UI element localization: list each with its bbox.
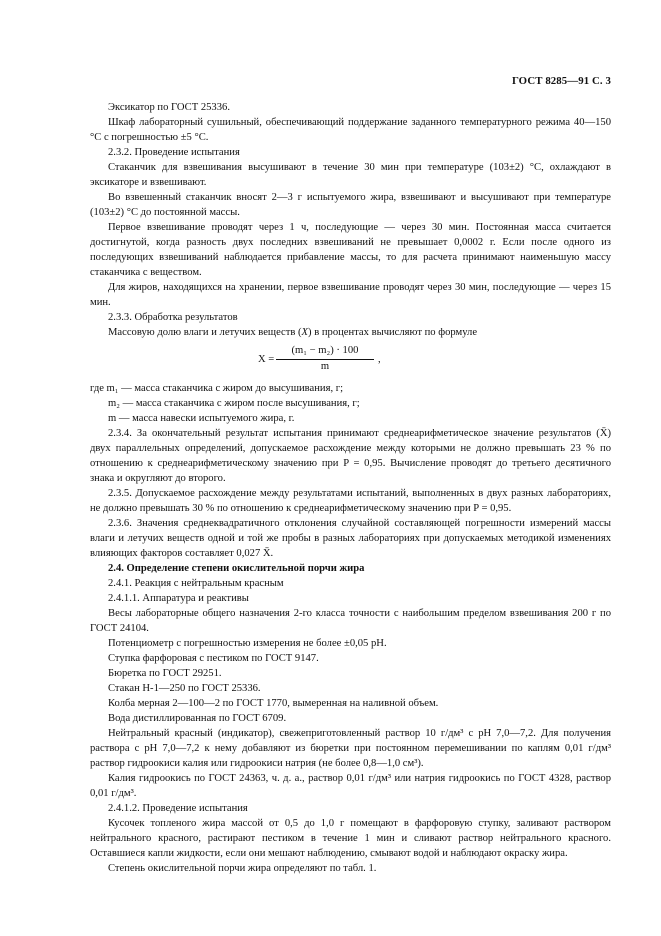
paragraph-test-procedure: Кусочек топленого жира массой от 0,5 до 1,0 г помещают в фарфоровую ступку, заливают раствором нейтрального красного, растирают пестиком в течение 1 мин и сливают раствор нейтрального красного. Оставшиеся капли жидкости, если они мешают наблюдению, смывают водой и наблюдают окраску жира. — [90, 818, 611, 859]
paragraph-stored-fats: Для жиров, находящихся на хранении, первое взвешивание проводят через 30 мин, последующие — через 15 мин. — [90, 282, 611, 308]
paragraph-formula-intro: Массовую долю влаги и летучих веществ (X) в процентах вычисляют по формуле — [108, 327, 478, 338]
paragraph-scales: Весы лабораторные общего назначения 2-го класса точности с наибольшим пределом взвешивания 200 г по ГОСТ 24104. — [90, 608, 611, 634]
formula-denominator: m — [320, 361, 330, 372]
variable-x: X — [301, 327, 309, 338]
where-m2: m₂ — масса стаканчика с жиром после высушивания, г; — [108, 398, 360, 409]
section-2-4-1-1-heading: 2.4.1.1. Аппаратура и реактивы — [108, 593, 249, 604]
where-m: m — масса навески испытуемого жира, г. — [108, 413, 295, 424]
formula-comma: , — [378, 354, 381, 365]
paragraph-hydroxide: Калия гидроокись по ГОСТ 24363, ч. д. а., раствор 0,01 г/дм³ или натрия гидроокись по ГОСТ 4328, раствор 0,01 г/дм³. — [90, 773, 611, 799]
paragraph-fat-sample: Во взвешенный стаканчик вносят 2—3 г испытуемого жира, взвешивают и высушивают при температуре (103±2) °С до постоянной массы. — [90, 192, 611, 218]
section-2-4-heading: 2.4. Определение степени окислительной порчи жира — [108, 563, 365, 574]
section-2-4-1-heading: 2.4.1. Реакция с нейтральным красным — [108, 578, 284, 589]
formula-fraction — [276, 344, 374, 374]
paragraph-beaker: Стакан Н-1—250 по ГОСТ 25336. — [108, 683, 261, 694]
formula-lhs: X = — [258, 354, 275, 365]
paragraph-drying-oven: Шкаф лабораторный сушильный, обеспечивающий поддержание заданного температурного режима 40—150 °С с погрешностью ±5 °С. — [90, 117, 611, 143]
section-2-3-2-heading: 2.3.2. Проведение испытания — [108, 147, 240, 158]
paragraph-weighing: Первое взвешивание проводят через 1 ч, последующие — через 30 мин. Постоянная масса считается достигнутой, когда разность двух последних взвешиваний не превышает 0,0002 г. Если после одного из последующих взвешиваний наблюдается прибавление массы, то для расчета принимают наименьшую массу стаканчика с веществом. — [90, 222, 611, 278]
section-2-3-6: 2.3.6. Значения среднеквадратичного отклонения случайной составляющей погрешности измерений массы влаги и летучих веществ одной и той же пробы в разных лабораториях при допускаемых методикой изменениях влияющих факторов составляет 0,027 X̄. — [90, 518, 611, 559]
paragraph-flask: Колба мерная 2—100—2 по ГОСТ 1770, вымеренная на наливной объем. — [108, 698, 439, 709]
paragraph-water: Вода дистиллированная по ГОСТ 6709. — [108, 713, 287, 724]
page-header: ГОСТ 8285—91 С. 3 — [511, 75, 611, 87]
where-m1: где m₁ — масса стаканчика с жиром до высушивания, г; — [90, 383, 344, 394]
paragraph-neutral-red: Нейтральный красный (индикатор), свежеприготовленный раствор 10 г/дм³ с pH 7,0—7,2. Для получения раствора с pH 7,0—7,2 к нему добавляют из бюретки при постоянном перемешивании по каплям 0,01 г/дм³ раствор гидроокиси калия или гидроокиси натрия (не более 0,8—1,0 см³). — [90, 728, 611, 769]
formula-numerator: (m₁ − m₂) · 100 — [276, 344, 374, 360]
section-2-3-3-heading: 2.3.3. Обработка результатов — [108, 312, 238, 323]
paragraph-desiccator: Эксикатор по ГОСТ 25336. — [108, 102, 230, 113]
section-2-4-1-2-heading: 2.4.1.2. Проведение испытания — [108, 803, 248, 814]
paragraph-mortar: Ступка фарфоровая с пестиком по ГОСТ 9147. — [108, 653, 319, 664]
paragraph-cup-drying: Стаканчик для взвешивания высушивают в течение 30 мин при температуре (103±2) °С, охлаждают в эксикаторе и взвешивают. — [90, 162, 611, 188]
paragraph-table-reference: Степень окислительной порчи жира определяют по табл. 1. — [108, 863, 377, 874]
section-2-3-5: 2.3.5. Допускаемое расхождение между результатами испытаний, выполненных в двух разных лабораториях, не должно превышать 30 % по отношению к среднеарифметическому значению при P = 0,95. — [90, 488, 611, 514]
moisture-formula — [90, 344, 611, 376]
paragraph-potentiometer: Потенциометр с погрешностью измерения не более ±0,05 pH. — [108, 638, 387, 649]
section-2-3-4: 2.3.4. За окончательный результат испытания принимают среднеарифметическое значение результатов (X̄) двух параллельных определений, допускаемое расхождение между которыми не должно превышать 23 % по отношению к среднеарифметическому значению при P = 0,95. Вычисление проводят до третьего десятичного знака и округляют до второго. — [90, 428, 611, 484]
paragraph-burette: Бюретка по ГОСТ 29251. — [108, 668, 222, 679]
document-body — [90, 100, 611, 876]
